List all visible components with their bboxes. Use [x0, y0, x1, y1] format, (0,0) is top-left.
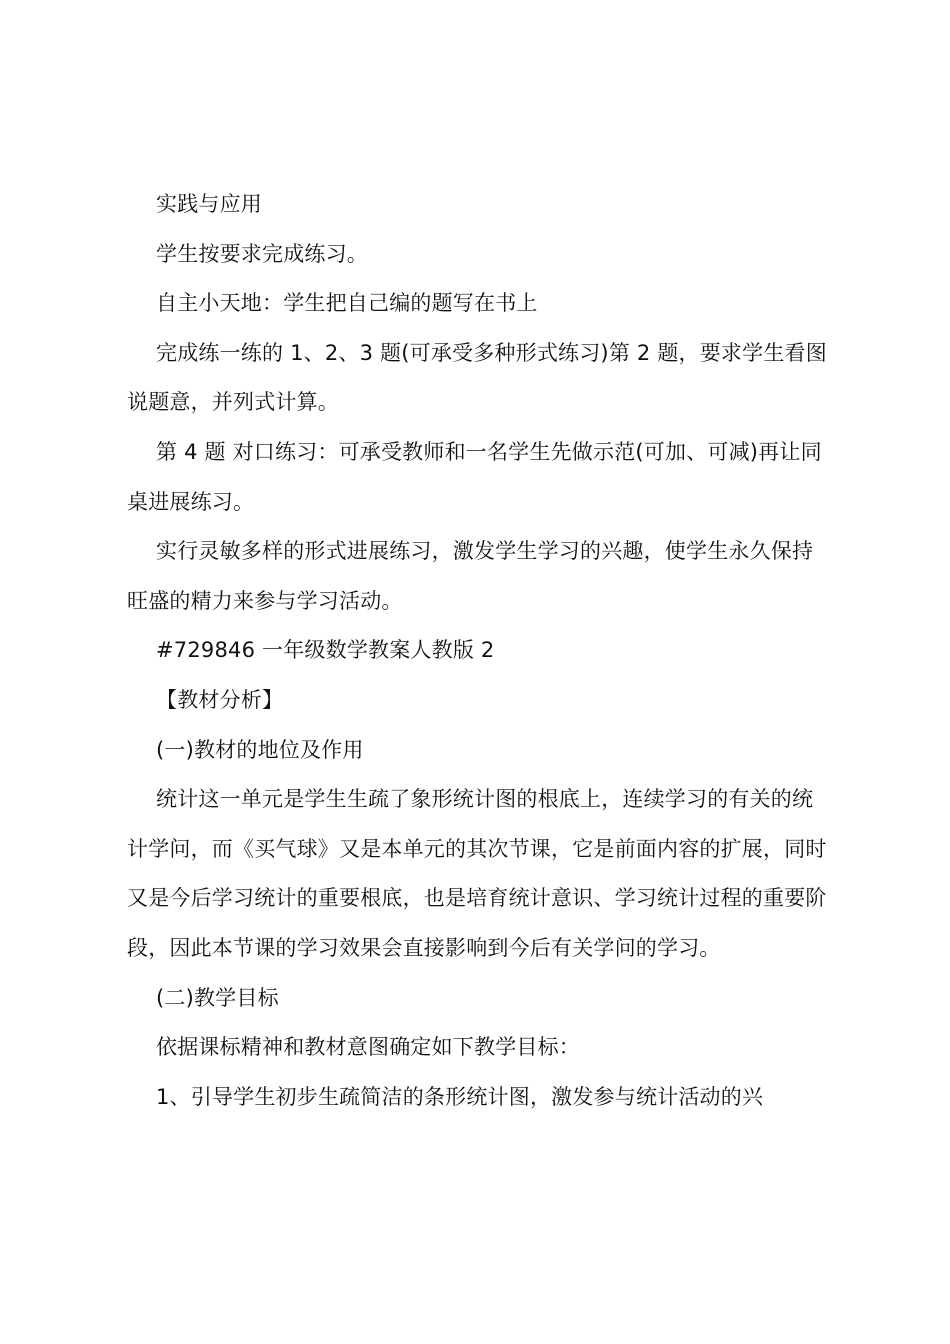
paragraph: 统计这一单元是学生生疏了象形统计图的根底上，连续学习的有关的统计学问，而《买气球》又是本单元的其次节课，它是前面内容的扩展，同时又是今后学习统计的重要根底，也是培育统计意识、学习统计过程的重要阶段，因此本节课的学习效果会直接影响到今后有关学问的学习。 [127, 787, 827, 960]
paragraph: 学生按要求完成练习。 [156, 241, 368, 266]
document-title: #729846 一年级数学教案人教版 2 [156, 638, 495, 663]
paragraph: 自主小天地：学生把自己编的题写在书上 [156, 291, 538, 316]
paragraph: 实行灵敏多样的形式进展练习，激发学生学习的兴趣，使学生永久保持旺盛的精力来参与学习活动。 [127, 539, 814, 613]
paragraph-section-heading: 实践与应用 [156, 192, 262, 216]
list-item: 1、引导学生初步生疏简洁的条形统计图，激发参与统计活动的兴 [156, 1084, 764, 1109]
paragraph: 完成练一练的 1、2、3 题(可承受多种形式练习)第 2 题，要求学生看图说题意，并列式计算。 [127, 340, 827, 415]
subsection-heading: (一)教材的地位及作用 [156, 737, 364, 762]
paragraph: 第 4 题 对口练习：可承受教师和一名学生先做示范(可加、可减)再让同桌进展练习。 [127, 439, 822, 514]
subsection-heading: (二)教学目标 [156, 985, 279, 1010]
document-body [127, 180, 833, 1122]
section-heading: 【教材分析】 [156, 687, 284, 712]
paragraph: 依据课标精神和教材意图确定如下教学目标： [156, 1035, 580, 1060]
